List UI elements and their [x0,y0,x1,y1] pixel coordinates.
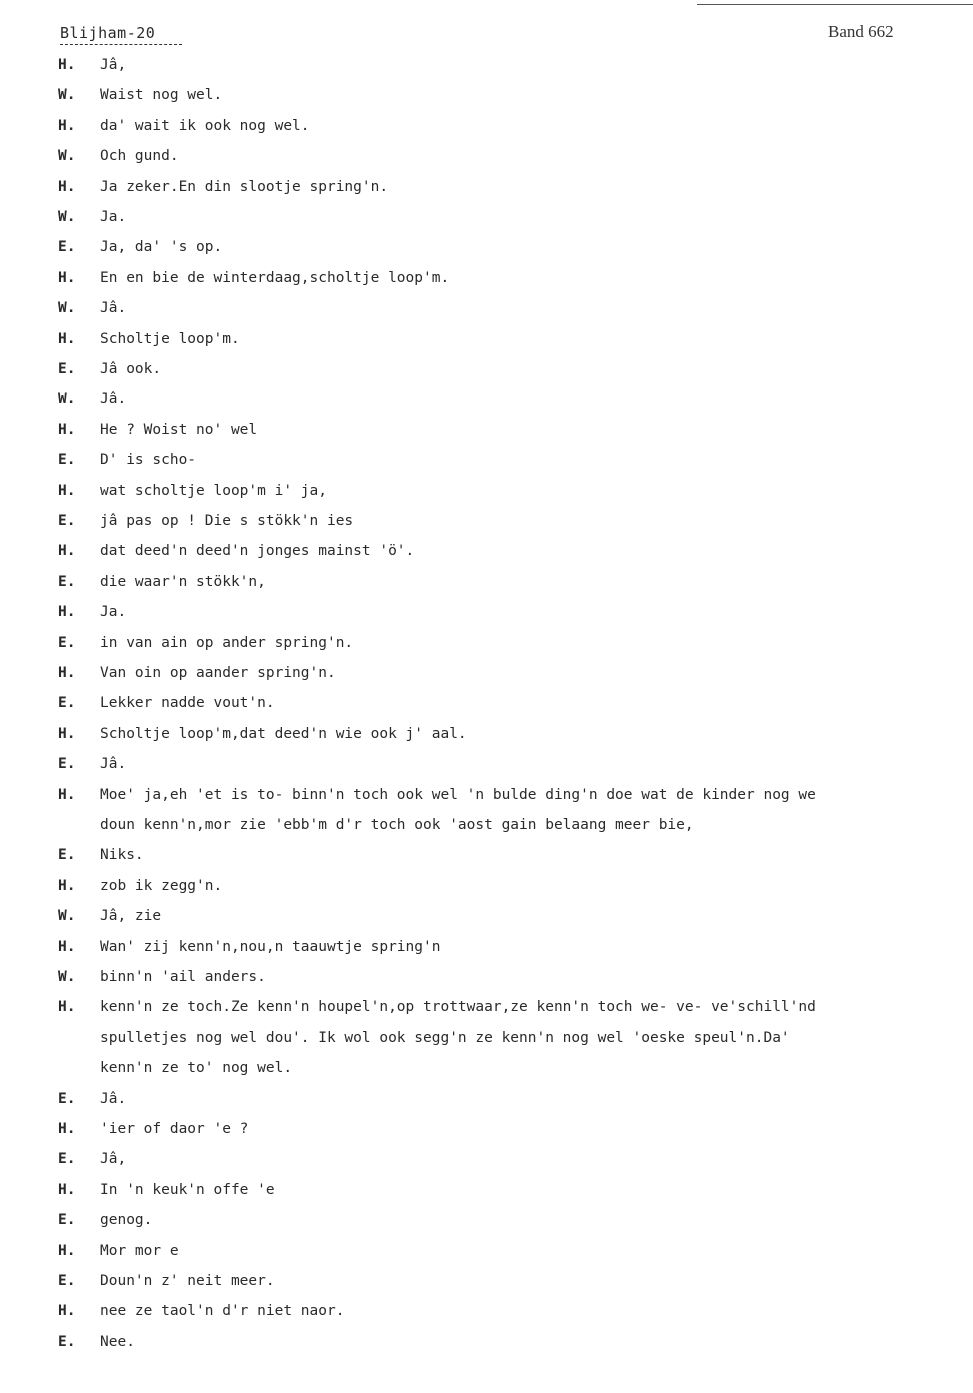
utterance-text: dat deed'n deed'n jonges mainst 'ö'. [100,543,415,560]
speaker-label: E. [58,634,76,651]
speaker-label: H. [58,665,76,681]
speaker-label: H. [58,938,76,955]
speaker-label: E. [58,847,76,864]
utterance-text: He ? Woist no' wel [100,421,258,438]
speaker-label: W. [58,908,76,925]
utterance-text: Scholtje loop'm,dat deed'n wie ook j' aal. [100,725,467,742]
utterance-text: Jâ, [100,1151,127,1168]
utterance-text: genog. [100,1212,153,1229]
speaker-label: W. [58,300,76,317]
speaker-label: E. [58,513,76,529]
continuation-text: spulletjes nog wel dou'. Ik wol ook segg'n ze kenn'n nog wel 'oeske speul'n.Da' [100,1029,790,1046]
speaker-label: H. [58,999,76,1016]
utterance-text: Niks. [100,847,144,864]
speaker-label: H. [58,725,76,742]
speaker-label: H. [58,178,76,195]
speaker-label: H. [58,117,76,134]
utterance-text: In 'n keuk'n offe 'e [100,1181,275,1198]
utterance-text: da' wait ik ook nog wel. [100,117,310,134]
speaker-label: E. [58,1273,76,1289]
utterance-text: Van oin op aander spring'n. [100,665,336,681]
utterance-text: Mor mor e [100,1242,179,1259]
speaker-label: H. [58,57,76,73]
utterance-text: die waar'n stökk'n, [100,573,266,590]
speaker-label: E. [58,239,76,256]
utterance-text: Och gund. [100,148,179,165]
utterance-text: Jâ. [100,756,127,773]
speaker-label: H. [58,1303,76,1320]
utterance-text: D' is scho- [100,452,197,469]
speaker-label: H. [58,482,76,499]
speaker-label: H. [58,1121,76,1137]
speaker-label: W. [58,391,76,408]
utterance-text: Jâ. [100,391,127,408]
utterance-text: in van ain op ander spring'n. [100,634,354,651]
speaker-label: E. [58,361,76,377]
utterance-text: Ja. [100,209,127,225]
utterance-text: Lekker nadde vout'n. [100,695,275,712]
utterance-text: Moe' ja,eh 'et is to- binn'n toch ook wel 'n bulde ding'n doe wat de kinder nog we [100,786,816,803]
utterance-text: Doun'n z' neit meer. [100,1273,275,1289]
speaker-label: E. [58,756,76,773]
document-id-underline [60,44,182,45]
document-id: Blijham-20 [60,24,156,42]
speaker-label: H. [58,877,76,894]
utterance-text: Jâ. [100,1090,127,1107]
speaker-label: W. [58,148,76,165]
speaker-label: E. [58,452,76,469]
speaker-label: H. [58,543,76,560]
utterance-text: zob ik zegg'n. [100,877,223,894]
speaker-label: H. [58,269,76,286]
speaker-label: E. [58,1090,76,1107]
utterance-text: nee ze taol'n d'r niet naor. [100,1303,345,1320]
utterance-text: Wan' zij kenn'n,nou,n taauwtje spring'n [100,938,441,955]
speaker-label: H. [58,1242,76,1259]
continuation-text: doun kenn'n,mor zie 'ebb'm d'r toch ook 'aost gain belaang meer bie, [100,817,694,833]
utterance-text: Scholtje loop'm. [100,330,240,347]
speaker-label: E. [58,1333,76,1350]
speaker-label: E. [58,695,76,712]
speaker-label: H. [58,330,76,347]
utterance-text: Jâ ook. [100,361,162,377]
utterance-text: jâ pas op ! Die s stökk'n ies [100,513,354,529]
speaker-label: W. [58,87,76,104]
utterance-text: Ja. [100,604,127,621]
speaker-label: E. [58,1212,76,1229]
speaker-label: E. [58,573,76,590]
continuation-text: kenn'n ze to' nog wel. [100,1060,293,1077]
utterance-text: Waist nog wel. [100,87,223,104]
top-rule [697,4,973,5]
speaker-label: H. [58,604,76,621]
utterance-text: kenn'n ze toch.Ze kenn'n houpel'n,op trottwaar,ze kenn'n toch we- ve- ve'schill'nd [100,999,816,1016]
speaker-label: H. [58,421,76,438]
speaker-label: H. [58,1181,76,1198]
speaker-label: H. [58,786,76,803]
speaker-label: E. [58,1151,76,1168]
speaker-label: W. [58,209,76,225]
utterance-text: Jâ, zie [100,908,162,925]
utterance-text: Jâ, [100,57,127,73]
utterance-text: 'ier of daor 'e ? [100,1121,249,1137]
utterance-text: Ja, da' 's op. [100,239,223,256]
speaker-label: W. [58,969,76,985]
utterance-text: Jâ. [100,300,127,317]
utterance-text: binn'n 'ail anders. [100,969,266,985]
band-number: Band 662 [828,22,894,41]
utterance-text: Ja zeker.En din slootje spring'n. [100,178,389,195]
utterance-text: Nee. [100,1333,135,1350]
utterance-text: En en bie de winterdaag,scholtje loop'm. [100,269,450,286]
utterance-text: wat scholtje loop'm i' ja, [100,482,327,499]
